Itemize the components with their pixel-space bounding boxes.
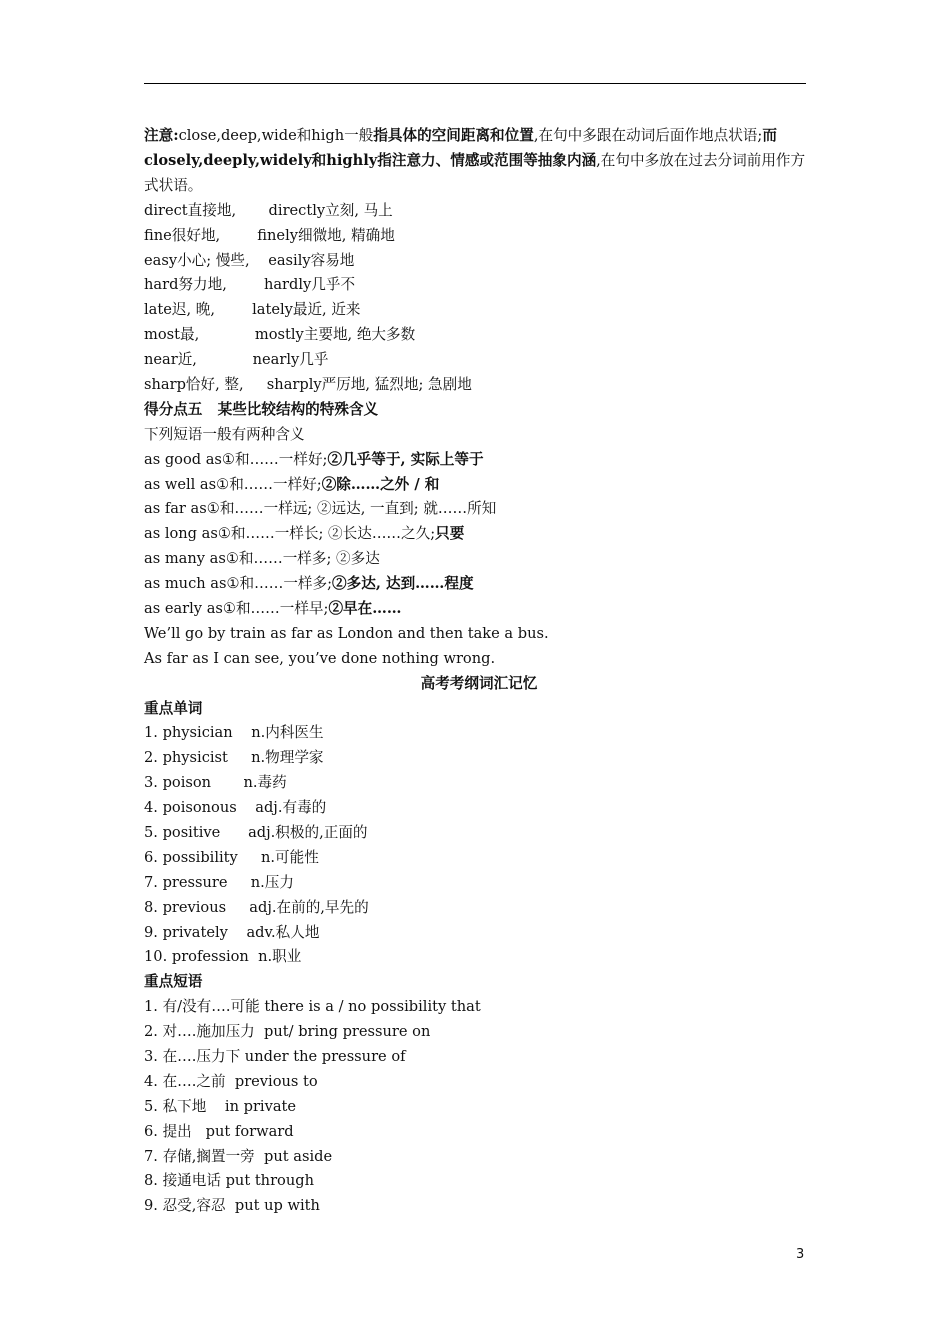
adverb-pair: sharp恰好, 整, sharply严厉地, 猛烈地; 急剧地 (144, 375, 472, 393)
note-bold-2: 而closely,deeply,widely和highly指注意力、情感或范围等抽象内涵 (144, 127, 777, 169)
vocab-item: 7. pressure n.压力 (144, 873, 294, 891)
comparison-phrase (144, 497, 814, 522)
phrase-bold: 只要 (435, 525, 465, 543)
example-sentence: As far as I can see, you’ve done nothing wrong. (144, 649, 496, 667)
phrase-item: 8. 接通电话 put through (144, 1172, 314, 1190)
comparison-phrase (144, 473, 814, 498)
note-label: 注意: (144, 127, 179, 144)
vocab-item: 2. physicist n.物理学家 (144, 749, 324, 767)
adverb-pair: near近, nearly几乎 (144, 351, 329, 369)
note-bold-1: 指具体的空间距离和位置 (373, 127, 534, 144)
example-sentence: We’ll go by train as far as London and then take a bus. (144, 624, 549, 642)
vocab-item: 10. profession n.职业 (144, 948, 302, 966)
adverb-pair: fine很好地, finely细微地, 精确地 (144, 226, 395, 244)
phrase-item: 1. 有/没有….可能 there is a / no possibility that (144, 998, 481, 1016)
phrase-plain: as good as①和……一样好; (144, 450, 328, 468)
phrase-plain: as early as①和……一样早; (144, 599, 329, 617)
phrase-item: 9. 忍受,容忍 put up with (144, 1197, 320, 1215)
phrase-bold: ②几乎等于, 实际上等于 (327, 450, 484, 468)
section-intro: 下列短语一般有两种含义 (144, 425, 305, 443)
phrase-bold: ②早在…… (328, 599, 402, 617)
adverb-pair: most最, mostly主要地, 绝大多数 (144, 326, 416, 344)
phrase-plain: as long as①和……一样长; ②长达……之久; (144, 525, 436, 543)
vocab-item: 9. privately adv.私人地 (144, 923, 320, 941)
phrase-plain: as many as①和……一样多; ②多达 (144, 550, 380, 568)
comparison-phrase (144, 597, 814, 622)
phrase-item: 4. 在….之前 previous to (144, 1072, 318, 1090)
page-number: 3 (796, 1247, 805, 1262)
adverb-pair: late迟, 晚, lately最近, 近来 (144, 301, 361, 319)
vocab-title: 高考考纲词汇记忆 (420, 674, 538, 692)
adverb-pair: hard努力地, hardly几乎不 (144, 276, 356, 294)
note-paragraph (144, 124, 814, 199)
header-rule (144, 83, 806, 84)
comparison-phrase (144, 547, 814, 572)
vocab-item: 1. physician n.内科医生 (144, 724, 324, 742)
phrase-plain: as well as①和……一样好; (144, 475, 322, 493)
comparison-phrase (144, 572, 814, 597)
phrase-item: 5. 私下地 in private (144, 1097, 297, 1115)
vocab-item: 8. previous adj.在前的,早先的 (144, 898, 369, 916)
key-phrases-heading: 重点短语 (144, 973, 203, 991)
phrase-bold: ②除……之外 / 和 (321, 475, 440, 493)
phrase-plain: as much as①和……一样多; (144, 575, 333, 593)
note-text-2: ,在句中多跟在动词后面作地点状语; (533, 127, 763, 144)
adverb-pair: direct直接地, directly立刻, 马上 (144, 201, 393, 219)
note-text-1: close,deep,wide和high一般 (178, 127, 374, 144)
phrase-item: 2. 对….施加压力 put/ bring pressure on (144, 1023, 431, 1041)
phrase-bold: ②多达, 达到……程度 (332, 575, 474, 593)
note-text-3: ,在句中多放在过去分词前用作方式状语。 (144, 151, 806, 194)
document-body (144, 124, 814, 1219)
phrase-item: 7. 存储,搁置一旁 put aside (144, 1147, 333, 1165)
phrase-plain: as far as①和……一样远; ②远达, 一直到; 就……所知 (144, 500, 497, 518)
phrase-item: 3. 在….压力下 under the pressure of (144, 1048, 406, 1065)
vocab-item: 3. poison n.毒药 (144, 774, 287, 792)
phrase-item: 6. 提出 put forward (144, 1122, 294, 1140)
adverb-pair: easy小心; 慢些, easily容易地 (144, 251, 355, 269)
vocab-item: 4. poisonous adj.有毒的 (144, 799, 327, 817)
comparison-phrase (144, 448, 814, 473)
key-words-heading: 重点单词 (144, 699, 203, 717)
comparison-phrase (144, 522, 814, 547)
vocab-item: 5. positive adj.积极的,正面的 (144, 823, 368, 841)
vocab-item: 6. possibility n.可能性 (144, 848, 319, 866)
section-heading: 得分点五 某些比较结构的特殊含义 (144, 400, 379, 418)
